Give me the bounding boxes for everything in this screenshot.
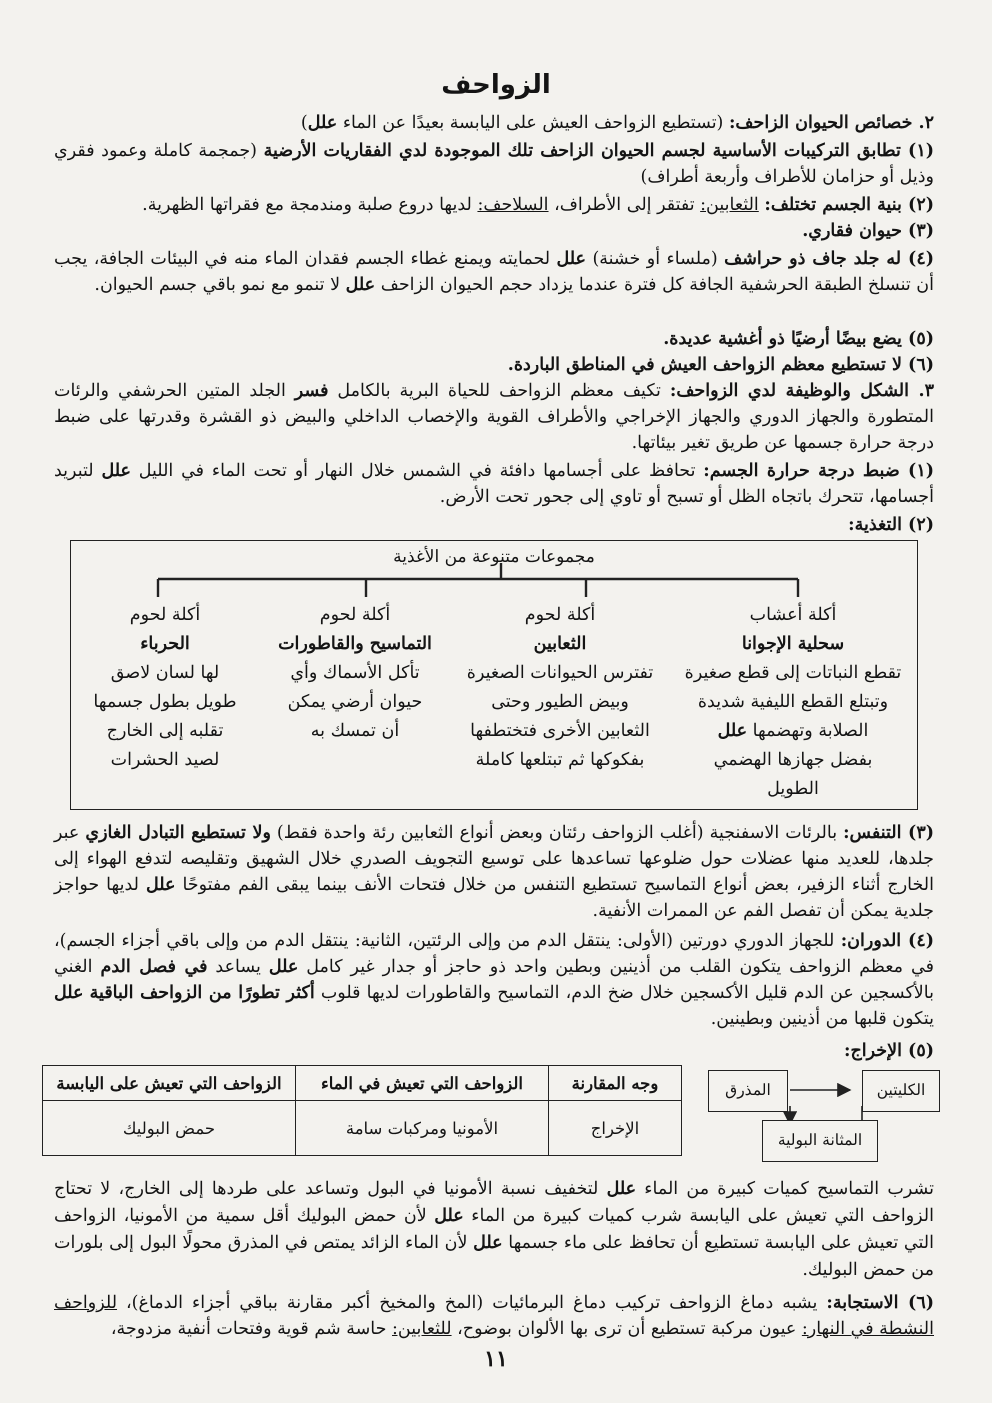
iguana-line: تقطع النباتات إلى قطع صغيرة <box>684 663 902 683</box>
iguana-name: سحلية الإجوانا <box>741 634 845 654</box>
respiration-text-3: لديها حواجز جلدية يمكن أن تفصل الفم عن الممرات الأنفية. <box>54 875 934 921</box>
circulation-text-3: الغني بالأكسجين عن الدم قليل الأكسجين خلال ضخ الدم، التماسيح والقاطورات لديها قلوب <box>54 957 934 1003</box>
point-1-number: (١) <box>908 141 934 161</box>
table-header: الزواحف التي تعيش على اليابسة <box>43 1066 296 1101</box>
excretion-heading <box>54 1038 934 1064</box>
nutrition-number: (٢) <box>908 515 934 535</box>
excretion-text-2: لتخفيف نسبة الأمونيا في البول وتساعد على طردها إلى الخارج، لا تحتاج الزواحف التي تعيش على اليابسة شرب كميات كبيرة من الماء <box>54 1179 934 1226</box>
circulation-point <box>54 928 934 1032</box>
temperature-number: (١) <box>908 461 935 481</box>
circulation-text-2: يساعد <box>207 957 269 977</box>
point-4-number: (٤) <box>908 249 935 269</box>
response-number: (٦) <box>908 1293 934 1313</box>
page-number: ١١ <box>484 1346 508 1372</box>
snake-name: الثعابين <box>533 634 587 654</box>
point-6-bold: لا تستطيع معظم الزواحف العيش في المناطق الباردة. <box>507 355 909 375</box>
point-2-number: (٢) <box>908 195 934 215</box>
snakes-label: الثعابين: <box>700 195 759 215</box>
chameleon-column <box>77 601 253 775</box>
cloaca-box: المذرق <box>708 1070 788 1112</box>
table-cell: الأمونيا ومركبات سامة <box>296 1101 549 1156</box>
why-tag: علل <box>345 275 376 295</box>
chameleon-line: تقلبه إلى الخارج <box>106 721 224 741</box>
table-cell: الإخراج <box>549 1101 682 1156</box>
temperature-bold: ضبط درجة حرارة الجسم: <box>703 461 909 481</box>
temperature-point <box>54 458 934 510</box>
chameleon-line: لصيد الحشرات <box>110 750 220 770</box>
point-3-bold: حيوان فقاري. <box>802 221 909 241</box>
page-title: الزواحف <box>441 70 551 100</box>
table-header: الزواحف التي تعيش في الماء <box>296 1066 549 1101</box>
snake-line: تفترس الحيوانات الصغيرة <box>466 663 654 683</box>
crocodile-line: حيوان أرضي يمكن <box>287 692 423 712</box>
response-bold: الاستجابة: <box>826 1293 909 1313</box>
crocodile-name: التماسيح والقاطورات <box>278 634 432 654</box>
chameleon-category: أكلة لحوم <box>129 605 201 625</box>
point-3-number: (٣) <box>908 221 934 241</box>
point-6 <box>54 352 934 378</box>
temperature-text-2: لتبريد أجسامها، تتحرك باتجاه الظل أو تسبح أو تاوي إلى جحور تحت الأرض. <box>54 461 934 507</box>
section-2-heading <box>54 110 934 136</box>
why-tag: علل <box>606 1179 637 1199</box>
respiration-bold-2: ولا تستطيع التبادل الغازي <box>85 823 271 843</box>
point-5-number: (٥) <box>908 329 934 349</box>
diagram-title: مجموعات متنوعة من الأغذية <box>393 547 595 567</box>
table-header: وجه المقارنة <box>549 1066 682 1101</box>
table-cell: حمض البوليك <box>43 1101 296 1156</box>
nutrition-heading <box>54 512 934 538</box>
point-4-text-2: لحمايته ويمنع غطاء الجسم فقدان الماء منه في البيئات الجافة، يجب أن تنسلخ الطبقة الحرشفية الجافة كل فترة عندما يزداد حجم الحيوان الزاحف <box>54 249 934 295</box>
point-1-text: (جمجمة كاملة وعمود فقري وذيل أو حزامان للأطراف وأربعة أطراف) <box>54 141 934 187</box>
excretion-table <box>42 1065 682 1156</box>
turtles-label: السلاحف: <box>477 195 549 215</box>
crocodile-column <box>265 601 445 746</box>
herbivore-category: أكلة أعشاب <box>749 605 837 625</box>
crocodile-line: تأكل الأسماك وأي <box>290 663 420 683</box>
diurnal-reptiles-label: للزواحف النشطة في النهار: <box>54 1293 934 1339</box>
point-3 <box>54 218 934 244</box>
excretion-text-1: تشرب التماسيح كميات كبيرة من الماء <box>636 1179 934 1199</box>
response-point <box>54 1290 934 1342</box>
snake-category: أكلة لحوم <box>524 605 596 625</box>
explain-tag: فسر <box>294 381 329 401</box>
circulation-text-1: للجهاز الدوري دورتين (الأولى: ينتقل الدم من وإلى الرئتين، الثانية: ينتقل الدم من وإلى باقي أجزاء الجسم)، في معظم الزواحف يتكون القلب من أذينين وبطين واحد ذو حاجز أو جدار غير كامل <box>54 931 934 977</box>
circulation-bold-2: في فصل الدم <box>100 957 208 977</box>
point-1-bold: تطابق التركيبات الأساسية لجسم الحيوان الزاحف تلك الموجودة لدي الفقاريات الأرضية <box>263 141 909 161</box>
point-2-text-2: لديها دروع صلبة ومندمجة مع فقراتها الظهرية. <box>142 195 478 215</box>
circulation-bold-3: أكثر تطورًا من الزواحف الباقية <box>89 983 315 1003</box>
table-row <box>43 1101 682 1156</box>
point-4 <box>54 246 934 298</box>
section-3-text-2: الجلد المتين الحرشفي والرئات المتطورة والجهاز الدوري والجهاز الإخراجي والأطراف القوية والإخصاب الداخلي والبيض ذو القشرة وقدرتها على ضبط درجة حرارة جسمها عن طريق تغير بيئاتها. <box>54 381 934 453</box>
point-2-text-1: تفتقر إلى الأطراف، <box>548 195 701 215</box>
point-4-bold: له جلد جاف ذو حراشف <box>724 249 909 269</box>
crocodile-category: أكلة لحوم <box>319 605 391 625</box>
why-tag: علل <box>307 113 338 133</box>
chameleon-name: الحرباء <box>140 634 190 654</box>
nutrition-diagram <box>70 540 918 810</box>
excretion-text <box>54 1176 934 1284</box>
excretion-text-4: لأن الماء الزائد يمتص في المذرق محولًا البول إلى بلورات من حمض البوليك. <box>54 1233 934 1280</box>
respiration-bold: التنفس: <box>843 823 909 843</box>
why-tag: علل <box>101 461 131 481</box>
respiration-point <box>54 820 934 924</box>
why-tag: علل <box>473 1233 503 1253</box>
response-text-1: يشبه دماغ الزواحف تركيب دماغ البرمائيات (المخ والمخيخ أكبر مقارنة بباقي أجزاء الدماغ)، <box>117 1293 827 1313</box>
snakes-label: للثعابين: <box>392 1319 452 1339</box>
herbivore-column <box>673 601 913 804</box>
section-2-close: ) <box>300 113 308 133</box>
circulation-number: (٤) <box>908 931 934 951</box>
respiration-text-1: بالرئات الاسفنجية (أغلب الزواحف رئتان وبعض أنواع الثعابين رئة واحدة فقط) <box>270 823 844 843</box>
section-3-text-1: تكيف معظم الزواحف للحياة البرية بالكامل <box>328 381 670 401</box>
section-2-label: ٢. خصائص الحيوان الزاحف: <box>728 113 934 133</box>
respiration-number: (٣) <box>908 823 934 843</box>
response-text-2: عيون مركبة تستطيع أن ترى بها الألوان بوضوح، <box>451 1319 802 1339</box>
excretion-bold: الإخراج: <box>844 1041 909 1061</box>
why-tag: علل <box>145 875 176 895</box>
chameleon-line: طويل بطول جسمها <box>93 692 237 712</box>
iguana-line: وتبتلع القطع الليفية شديدة <box>697 692 889 712</box>
iguana-line: الطويل <box>767 779 819 799</box>
iguana-line: بفضل جهازها الهضمي <box>713 750 873 770</box>
section-3-label: ٣. الشكل والوظيفة لدي الزواحف: <box>669 381 934 401</box>
iguana-line: الصلابة وتهضمها <box>752 721 869 741</box>
section-2-text: (تستطيع الزواحف العيش على اليابسة بعيدًا عن الماء <box>337 113 729 133</box>
kidneys-box: الكليتين <box>862 1070 940 1112</box>
why-tag: علل <box>717 721 748 741</box>
excretion-number: (٥) <box>908 1041 934 1061</box>
section-3 <box>54 378 934 456</box>
point-5-bold: يضع بيضًا أرضيًا ذو أغشية عديدة. <box>663 329 909 349</box>
why-tag: علل <box>268 957 299 977</box>
snake-column <box>455 601 665 775</box>
snake-line: بفكوكها ثم تبتلعها كاملة <box>475 750 645 770</box>
point-2 <box>54 192 934 218</box>
point-1 <box>54 138 934 190</box>
point-5 <box>54 326 934 352</box>
snake-line: وبيض الطيور وحتى <box>491 692 629 712</box>
crocodile-line: أن تمسك به <box>310 721 400 741</box>
table-header-row <box>43 1066 682 1101</box>
bladder-box: المثانة البولية <box>762 1120 878 1162</box>
why-tag: علل <box>434 1206 464 1226</box>
point-6-number: (٦) <box>908 355 934 375</box>
circulation-bold: الدوران: <box>840 931 909 951</box>
why-tag: علل <box>54 983 84 1003</box>
chameleon-line: لها لسان لاصق <box>110 663 220 683</box>
response-text-3: حاسة شم قوية وفتحات أنفية مزدوجة، <box>110 1319 392 1339</box>
circulation-text-5: يتكون قلبها من أذينين وبطينين. <box>710 1009 934 1029</box>
excretion-text-3: لأن حمض البوليك أقل سمية من الأمونيا، الزواحف التي تعيش على اليابسة تستطيع أن تحافظ على ماء جسمها <box>54 1206 934 1253</box>
respiration-text-2: عبر جلدها، للعديد منها عضلات حول ضلوعها تساعدها على توسيع التجويف الصدري خلال الشهيق وتقليصه لتدفع الهواء إلى الخارج أثناء الزفير، بعض أنواع التماسيح تستطيع التنفس من خلال فتحات الأنف بينما يبقى الفم مفتوحًا <box>54 823 934 895</box>
point-4-text-1: (ملساء أو خشنة) <box>586 249 725 269</box>
temperature-text-1: تحافظ على أجسامها دافئة في الشمس خلال النهار أو تحت الماء في الليل <box>130 461 704 481</box>
nutrition-bold: التغذية: <box>848 515 909 535</box>
why-tag: علل <box>556 249 587 269</box>
snake-line: الثعابين الأخرى فتختطفها <box>470 721 650 741</box>
point-2-bold: بنية الجسم تختلف: <box>764 195 909 215</box>
point-4-text-3: لا تنمو مع نمو باقي جسم الحيوان. <box>94 275 346 295</box>
